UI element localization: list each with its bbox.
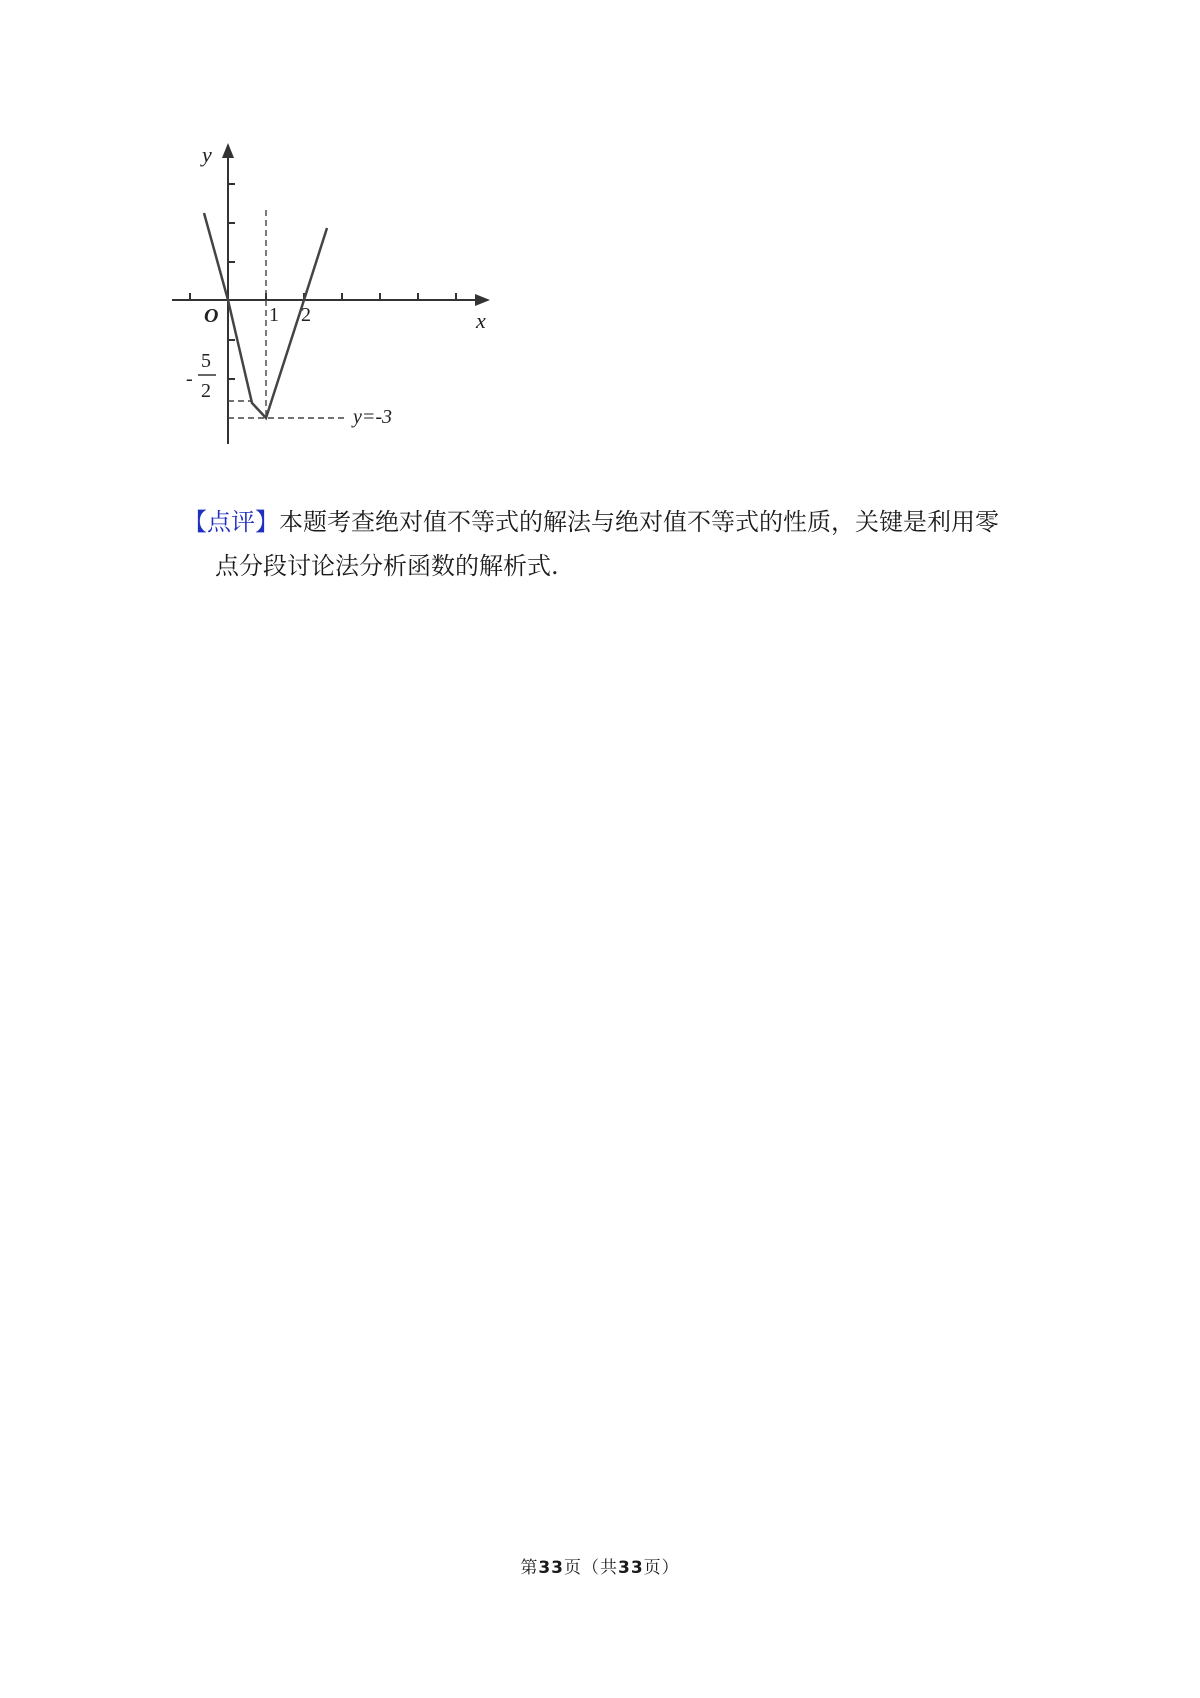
comment-line-2: 点分段讨论法分析函数的解析式. [215, 552, 559, 580]
y-axis-arrow [222, 143, 234, 158]
footer-suffix: 页） [643, 1558, 680, 1578]
fraction-numerator: 5 [201, 350, 211, 372]
tick-label-2: 2 [301, 304, 311, 326]
y-ticks [228, 184, 235, 379]
fraction-denominator: 2 [201, 380, 211, 402]
origin-label: O [204, 305, 219, 327]
x-ticks [190, 293, 456, 300]
line-label-y-minus-3: y=-3 [353, 406, 393, 428]
y-axis-label: y [202, 142, 212, 167]
footer-prefix: 第 [520, 1558, 539, 1578]
tick-label-1: 1 [269, 304, 279, 326]
fraction-sign: - [186, 368, 193, 390]
x-axis-arrow [475, 294, 490, 306]
comment-line-1: 本题考查绝对值不等式的解法与绝对值不等式的性质，关键是利用零 [279, 508, 999, 536]
function-graph [170, 140, 550, 490]
comment-block [183, 500, 1033, 588]
page-footer [0, 1553, 1200, 1578]
x-axis-label: x [476, 308, 486, 333]
comment-tag: 【点评】 [183, 508, 279, 536]
footer-middle: 页（共 [564, 1558, 618, 1578]
footer-page-number: 33 [538, 1558, 564, 1578]
footer-total-pages: 33 [618, 1558, 644, 1578]
